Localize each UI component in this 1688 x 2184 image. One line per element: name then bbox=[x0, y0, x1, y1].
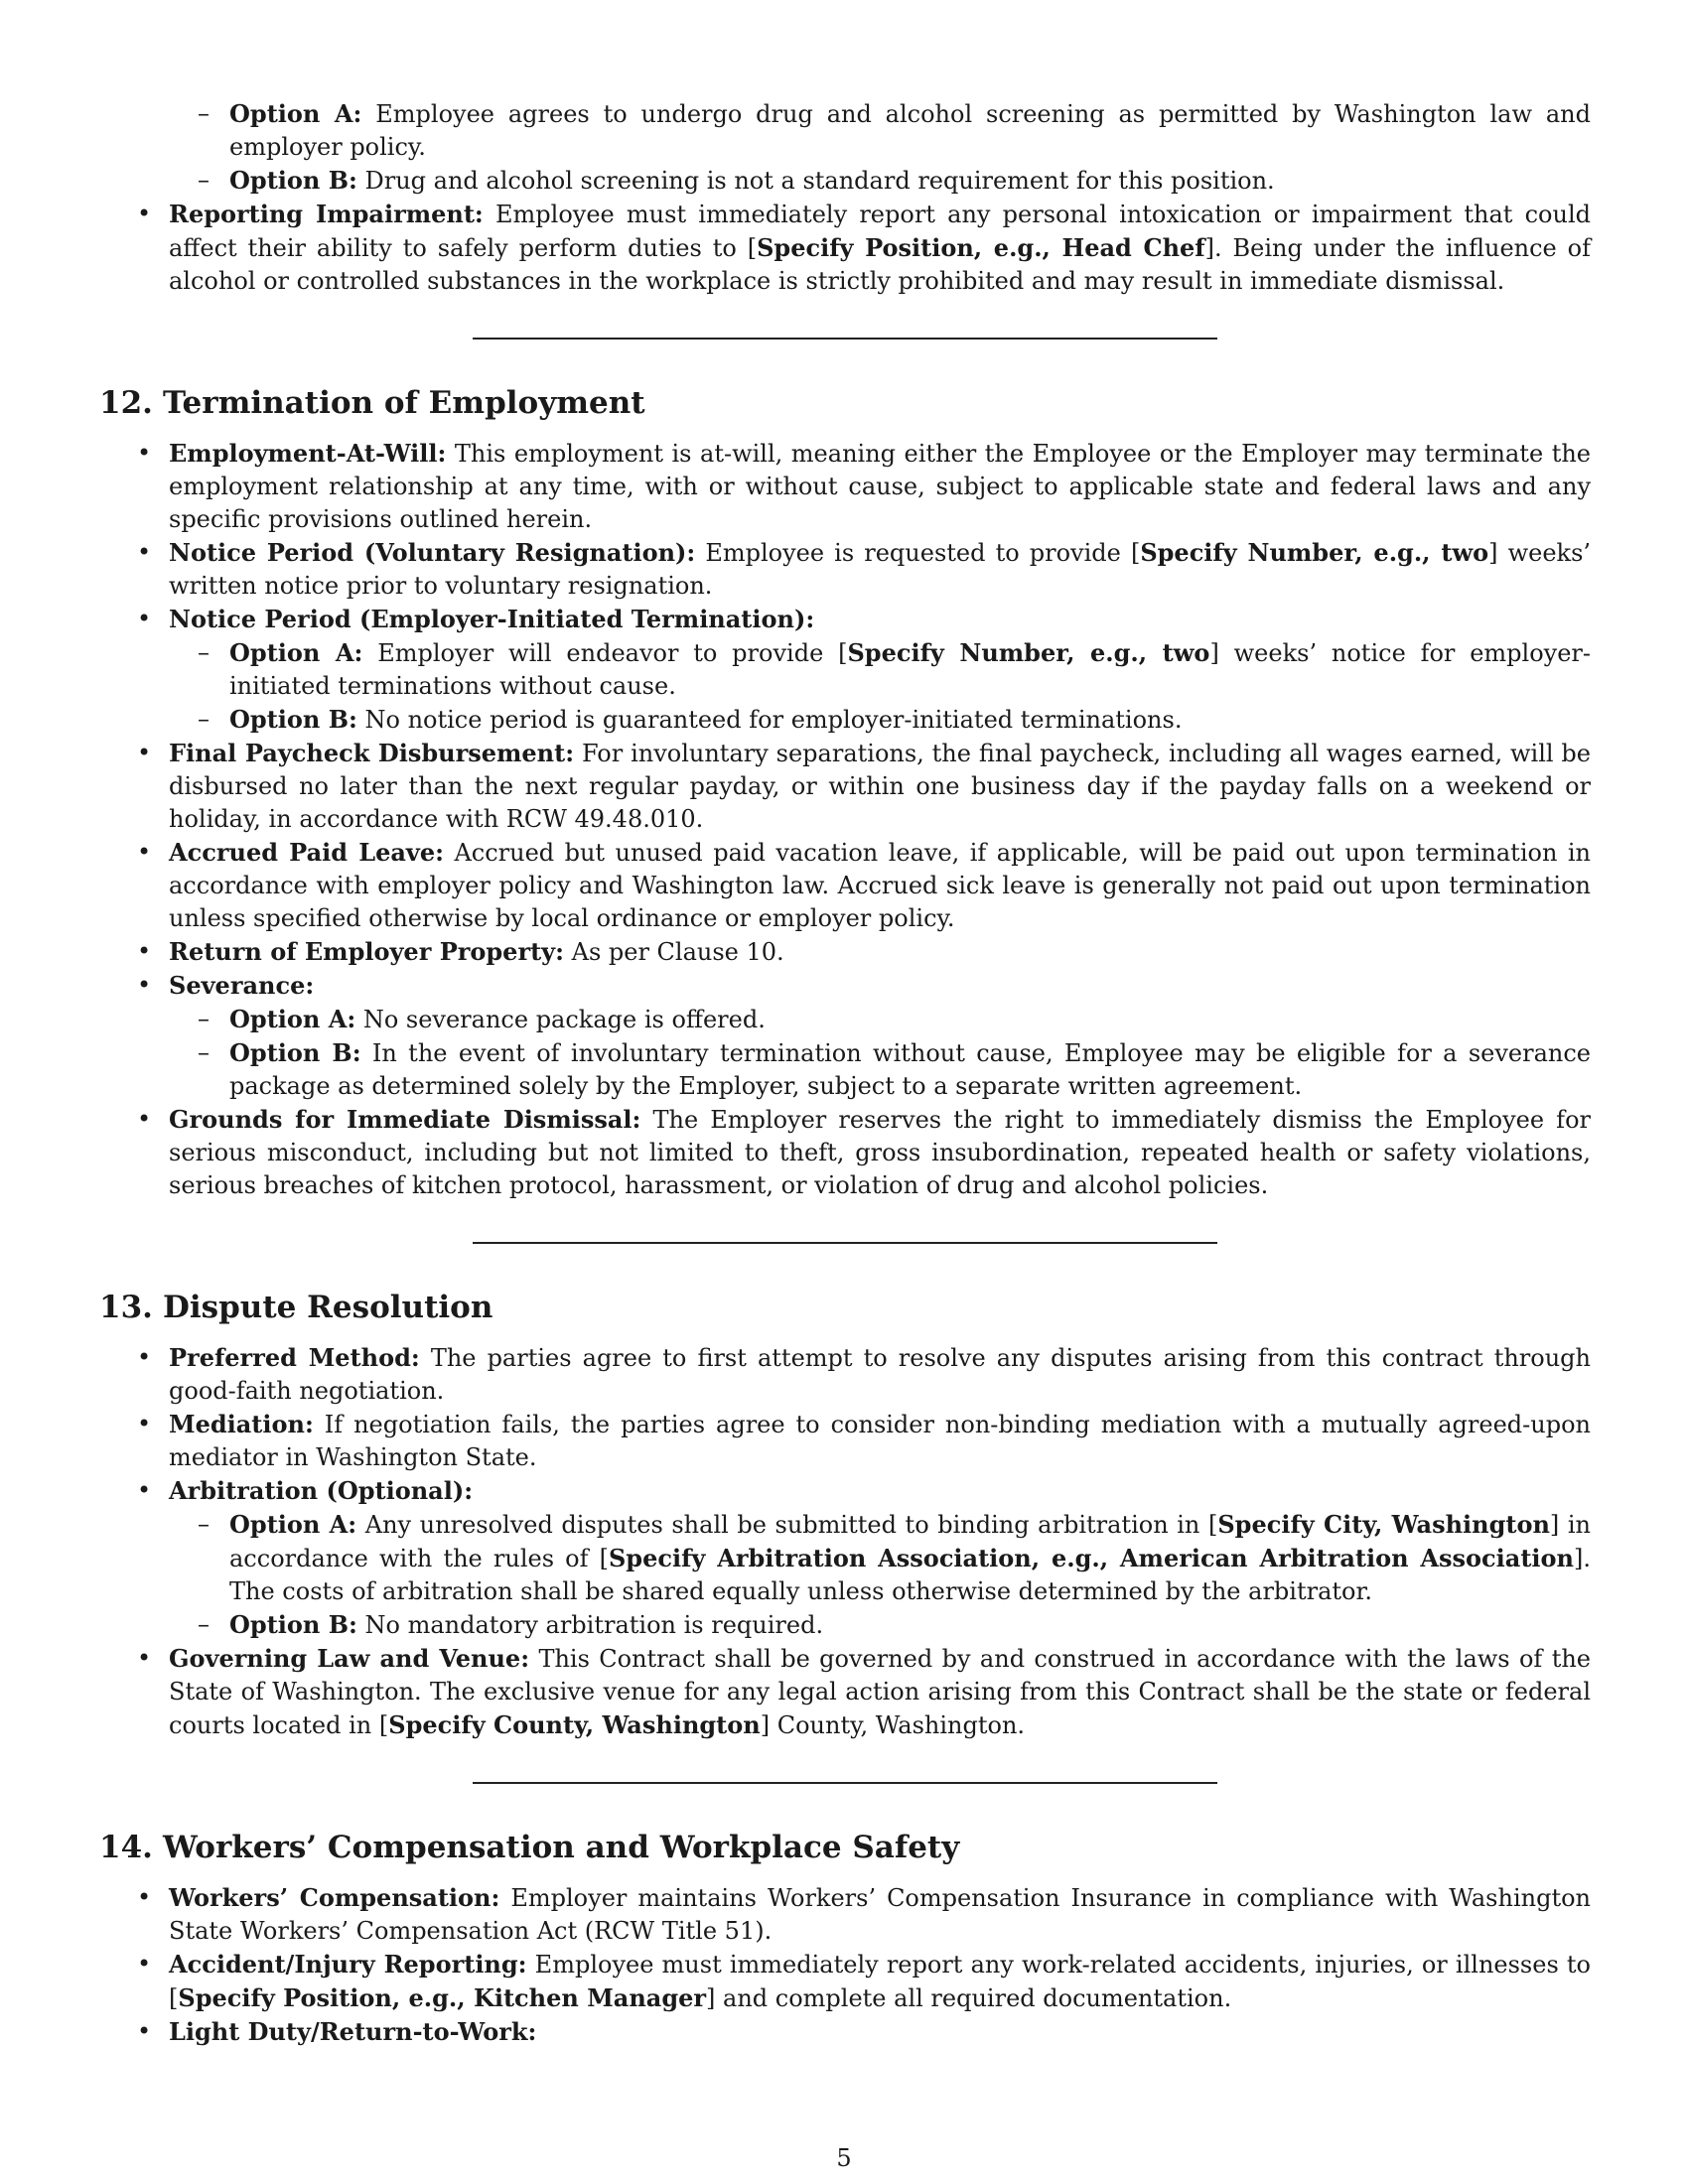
page-content bbox=[99, 97, 1591, 2049]
intro-bullets bbox=[99, 198, 1591, 298]
sub-list bbox=[169, 1508, 1591, 1642]
section-14-list bbox=[99, 1881, 1591, 2049]
list-item: • Grounds for Immediate Dismissal: The Employer reserves the right to immediately dismiss the Employee for serious misconduct, including but not limited to theft, gross insubordination, repeated health or safety violations, serious breaches of kitchen protocol, harassment, or violation of drug and alcohol policies. bbox=[99, 1103, 1591, 1202]
sub-list bbox=[169, 636, 1591, 737]
list-item: – Option B: In the event of involuntary termination without cause, Employee may be eligible for a severance package as determined solely by the Employer, subject to a separate written agreement. bbox=[169, 1036, 1591, 1103]
list-item: • Mediation: If negotiation fails, the parties agree to consider non-binding mediation with a mutually agreed-upon mediator in Washington State. bbox=[99, 1408, 1591, 1474]
section-divider bbox=[473, 338, 1217, 340]
list-item: • Notice Period (Voluntary Resignation): Employee is requested to provide [Specify Number, e.g., two] weeks’ written notice prior to voluntary resignation. bbox=[99, 536, 1591, 603]
list-item: • Reporting Impairment: Employee must immediately report any personal intoxication or impairment that could affect their ability to safely perform duties to [Specify Position, e.g., Head Chef]. Being under the influence of alcohol or controlled substances in the workplace is strictly prohibited and may result in immediate dismissal. bbox=[99, 198, 1591, 298]
list-item: • Accident/Injury Reporting: Employee must immediately report any work-related accidents, injuries, or illnesses to [Specify Position, e.g., Kitchen Manager] and complete all required documentation. bbox=[99, 1948, 1591, 2015]
list-item: – Option B: Drug and alcohol screening is not a standard requirement for this position. bbox=[169, 164, 1591, 198]
list-item: • Severance: – Option A: No severance package is offered. – Option B: In the event of involuntary termination without cause, Employee may be eligible for a severance package as determined solely by the Employer, subject to a separate written agreement. bbox=[99, 969, 1591, 1103]
list-item: • Final Paycheck Disbursement: For involuntary separations, the final paycheck, including all wages earned, will be disbursed no later than the next regular payday, or within one business day if the payday falls on a weekend or holiday, in accordance with RCW 49.48.010. bbox=[99, 737, 1591, 836]
section-heading: 13. Dispute Resolution bbox=[99, 1290, 493, 1325]
list-item: – Option A: Employer will endeavor to provide [Specify Number, e.g., two] weeks’ notice for employer-initiated terminations without cause. bbox=[169, 636, 1591, 703]
list-item: • Employment-At-Will: This employment is at-will, meaning either the Employee or the Employer may terminate the employment relationship at any time, with or without cause, subject to applicable state and federal laws and any specific provisions outlined herein. bbox=[99, 437, 1591, 536]
drug-screening-options bbox=[169, 97, 1591, 198]
list-item: • Governing Law and Venue: This Contract shall be governed by and construed in accordance with the laws of the State of Washington. The exclusive venue for any legal action arising from this Contract shall be the state or federal courts located in [Specify County, Washington] County, Washington. bbox=[99, 1642, 1591, 1742]
list-item: – Option A: Employee agrees to undergo drug and alcohol screening as permitted by Washington law and employer policy. bbox=[169, 97, 1591, 164]
section-heading: 12. Termination of Employment bbox=[99, 385, 645, 421]
list-item: – Option B: No notice period is guaranteed for employer-initiated terminations. bbox=[169, 703, 1591, 737]
list-item: • Accrued Paid Leave: Accrued but unused paid vacation leave, if applicable, will be paid out upon termination in accordance with employer policy and Washington law. Accrued sick leave is generally not paid out upon termination unless specified otherwise by local ordinance or employer policy. bbox=[99, 836, 1591, 935]
list-item: • Workers’ Compensation: Employer maintains Workers’ Compensation Insurance in compliance with Washington State Workers’ Compensation Act (RCW Title 51). bbox=[99, 1881, 1591, 1948]
list-item: • Preferred Method: The parties agree to first attempt to resolve any disputes arising from this contract through good-faith negotiation. bbox=[99, 1341, 1591, 1408]
section-13-list bbox=[99, 1341, 1591, 1742]
list-item: – Option A: No severance package is offered. bbox=[169, 1003, 1591, 1036]
section-divider bbox=[473, 1242, 1217, 1244]
sub-list bbox=[169, 1003, 1591, 1103]
list-item: – Option A: Any unresolved disputes shall be submitted to binding arbitration in [Specify City, Washington] in accordance with the rules of [Specify Arbitration Association, e.g., American Arbitration Association]. The costs of arbitration shall be shared equally unless otherwise determined by the arbitrator. bbox=[169, 1508, 1591, 1608]
list-item: • Arbitration (Optional): – Option A: Any unresolved disputes shall be submitted to binding arbitration in [Specify City, Washington] in accordance with the rules of [Specify Arbitration Association, e.g., American Arbitration Association]. The costs of arbitration shall be shared equally unless otherwise determined by the arbitrator. – Option B: No mandatory arbitration is required. bbox=[99, 1474, 1591, 1642]
section-12-list bbox=[99, 437, 1591, 1202]
page-number: 5 bbox=[836, 2144, 852, 2172]
list-item: – Option B: No mandatory arbitration is required. bbox=[169, 1608, 1591, 1642]
section-divider bbox=[473, 1782, 1217, 1784]
list-item: • Return of Employer Property: As per Clause 10. bbox=[99, 935, 1591, 969]
list-item: • Notice Period (Employer-Initiated Termination): – Option A: Employer will endeavor to provide [Specify Number, e.g., two] weeks’ notice for employer-initiated terminations without cause. – Option B: No notice period is guaranteed for employer-initiated terminations. bbox=[99, 603, 1591, 737]
list-item: • Light Duty/Return-to-Work: bbox=[99, 2015, 1591, 2049]
section-heading: 14. Workers’ Compensation and Workplace Safety bbox=[99, 1830, 960, 1865]
